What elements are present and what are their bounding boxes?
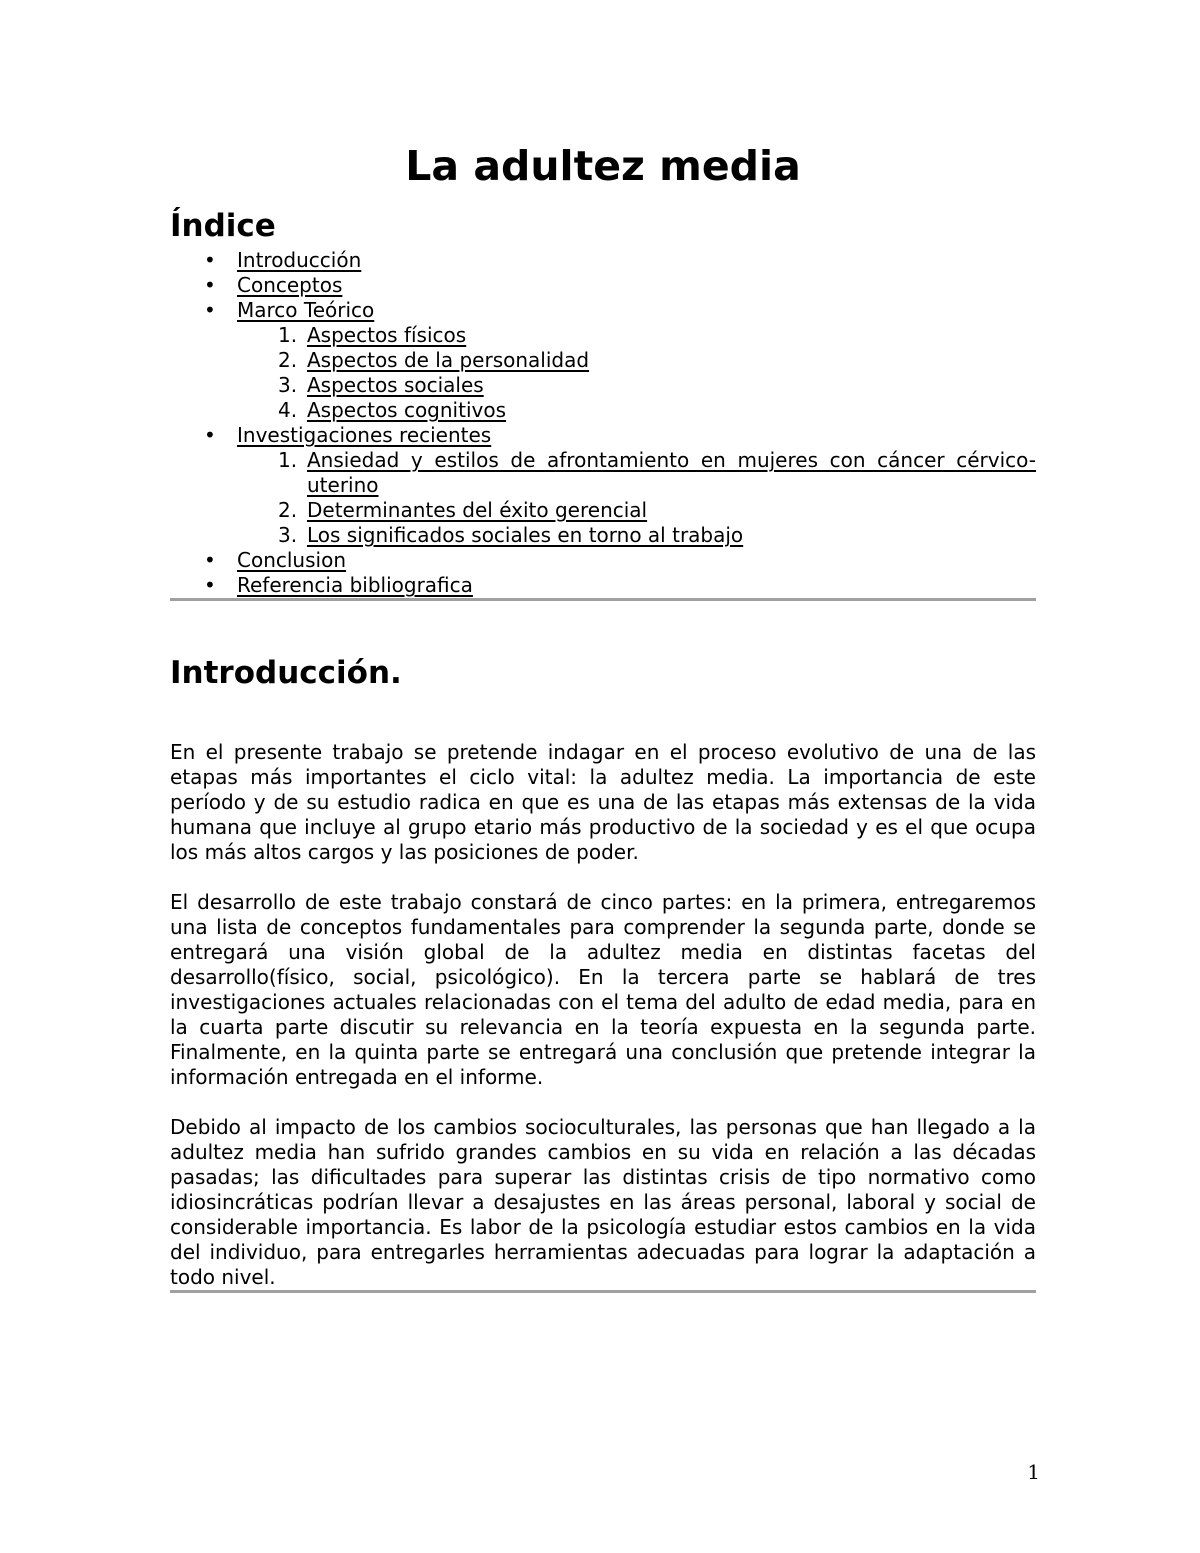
bullet-icon: •	[204, 423, 216, 447]
bullet-icon: •	[204, 573, 216, 597]
toc-link-significados[interactable]: Los significados sociales en torno al trabajo	[307, 523, 744, 547]
introduction-body	[170, 740, 1036, 1290]
toc-link-conceptos[interactable]: Conceptos	[237, 273, 343, 297]
list-number: 3.	[278, 523, 298, 547]
toc-subitem	[170, 373, 1036, 398]
document-body	[170, 140, 1036, 1293]
toc-link-determinantes[interactable]: Determinantes del éxito gerencial	[307, 498, 648, 522]
list-number: 2.	[278, 498, 298, 522]
toc-item-introduccion	[170, 248, 1036, 273]
bullet-icon: •	[204, 248, 216, 272]
paragraph: En el presente trabajo se pretende indagar en el proceso evolutivo de una de las etapas más importantes el ciclo vital: la adultez media. La importancia de este período y de su estudio radica en que es una de las etapas más extensas de la vida humana que incluye al grupo etario más productivo de la sociedad y es el que ocupa los más altos cargos y las posiciones de poder.	[170, 740, 1036, 864]
toc-subitem	[170, 523, 1036, 548]
toc-subitem	[170, 448, 1036, 498]
toc-sublist-marco-teorico	[237, 323, 1036, 423]
document-title: La adultez media	[405, 142, 801, 190]
paragraph: Debido al impacto de los cambios socioculturales, las personas que han llegado a la adultez media han sufrido grandes cambios en su vida en relación a las décadas pasadas; las dificultades para superar las distintas crisis de tipo normativo como idiosincráticas podrían llevar a desajustes en las áreas personal, laboral y social de considerable importancia. Es labor de la psicología estudiar estos cambios en la vida del individuo, para entregarles herramientas adecuadas para lograr la adaptación a todo nivel.	[170, 1115, 1036, 1289]
paragraph: El desarrollo de este trabajo constará de cinco partes: en la primera, entregaremos una lista de conceptos fundamentales para comprender la segunda parte, donde se entregará una visión global de la adultez media en distintas facetas del desarrollo(físico, social, psicológico). En la tercera parte se hablará de tres investigaciones actuales relacionadas con el tema del adulto de edad media, para en la cuarta parte discutir su relevancia en la teoría expuesta en la segunda parte. Finalmente, en la quinta parte se entregará una conclusión que pretende integrar la información entregada en el informe.	[170, 890, 1036, 1089]
section-divider	[170, 1290, 1036, 1293]
toc-subitem	[170, 348, 1036, 373]
toc-subitem	[170, 398, 1036, 423]
list-number: 1.	[278, 448, 298, 472]
toc-link-introduccion[interactable]: Introducción	[237, 248, 362, 272]
section-heading-introduccion: Introducción.	[170, 655, 402, 691]
table-of-contents	[170, 248, 1036, 598]
section-divider	[170, 598, 1036, 601]
list-number: 1.	[278, 323, 298, 347]
toc-item-marco-teorico	[170, 298, 1036, 423]
toc-subitem	[170, 498, 1036, 523]
bullet-icon: •	[204, 548, 216, 572]
toc-item-conclusion	[170, 548, 1036, 573]
toc-item-conceptos	[170, 273, 1036, 298]
toc-link-referencia[interactable]: Referencia bibliografica	[237, 573, 473, 597]
toc-subitem	[170, 323, 1036, 348]
toc-item-investigaciones	[170, 423, 1036, 548]
toc-link-marco-teorico[interactable]: Marco Teórico	[237, 298, 375, 322]
bullet-icon: •	[204, 298, 216, 322]
toc-sublist-investigaciones	[237, 448, 1036, 548]
toc-link-conclusion[interactable]: Conclusion	[237, 548, 346, 572]
toc-item-referencia	[170, 573, 1036, 598]
toc-link-investigaciones[interactable]: Investigaciones recientes	[237, 423, 492, 447]
toc-link-aspectos-cognitivos[interactable]: Aspectos cognitivos	[307, 398, 507, 422]
list-number: 3.	[278, 373, 298, 397]
page-number: 1	[1027, 1460, 1040, 1484]
index-heading: Índice	[170, 208, 276, 244]
toc-link-aspectos-fisicos[interactable]: Aspectos físicos	[307, 323, 467, 347]
bullet-icon: •	[204, 273, 216, 297]
list-number: 4.	[278, 398, 298, 422]
toc-link-aspectos-personalidad[interactable]: Aspectos de la personalidad	[307, 348, 590, 372]
list-number: 2.	[278, 348, 298, 372]
toc-link-ansiedad[interactable]: Ansiedad y estilos de afrontamiento en mujeres con cáncer cérvico-uterino	[307, 448, 1036, 497]
toc-link-aspectos-sociales[interactable]: Aspectos sociales	[307, 373, 484, 397]
